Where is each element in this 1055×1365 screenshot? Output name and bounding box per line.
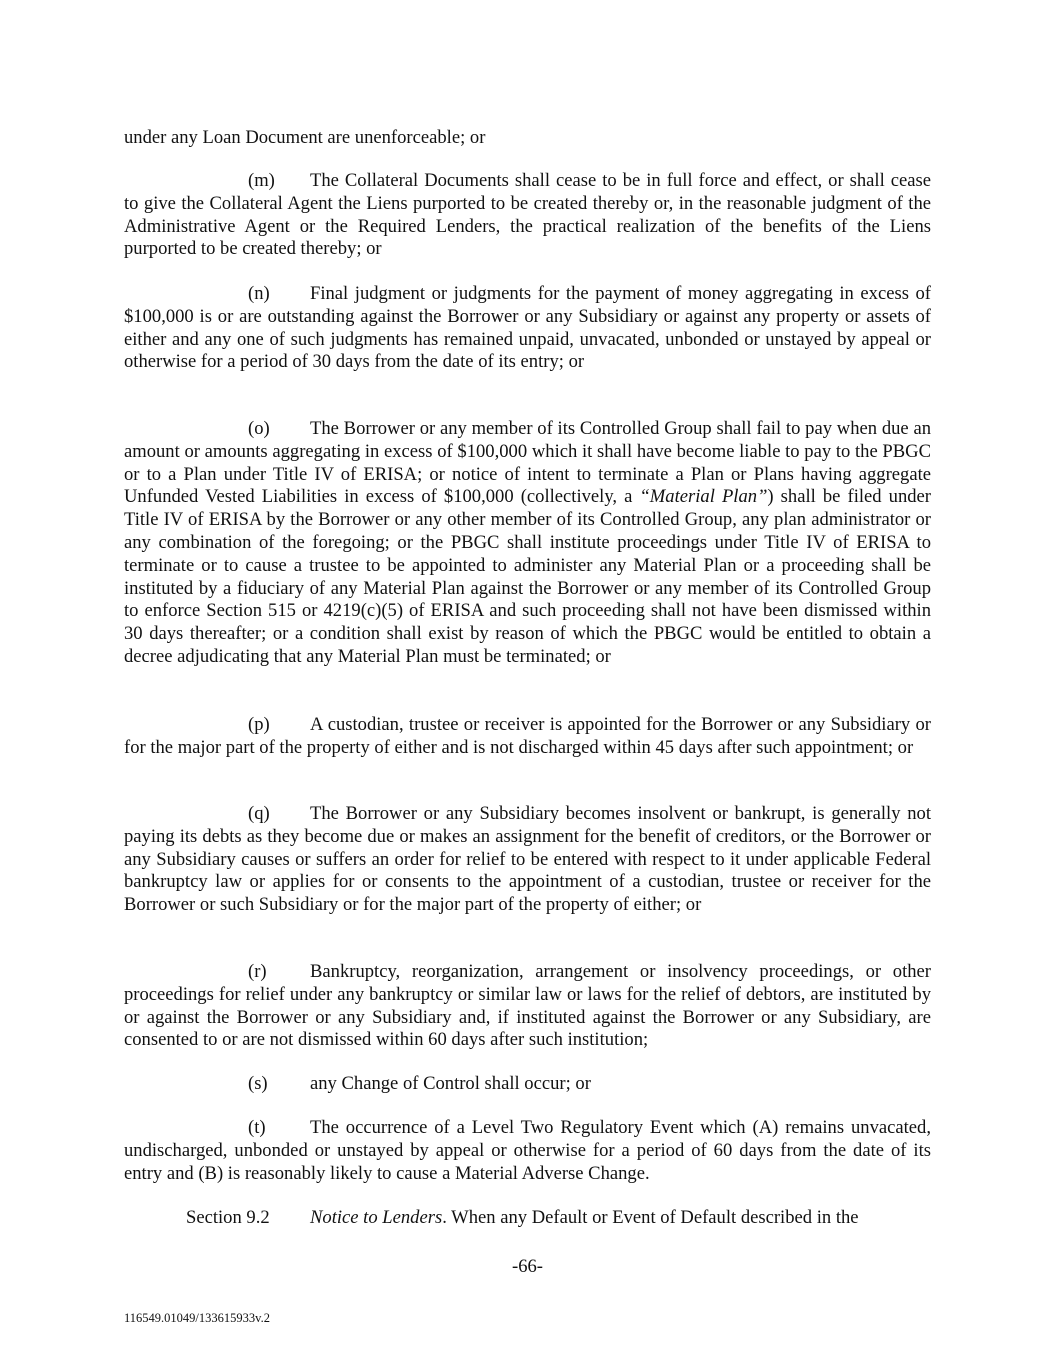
paragraph-s [124, 1073, 931, 1096]
paragraph-p [124, 714, 931, 760]
paragraph-text-end: ) shall be filed under Title IV of ERISA by the Borrower or any other member of its Controlled Group, any plan administrator or any combination of the foregoing; or the PBGC shall institute proceedings under Title IV of ERISA to terminate or to cause a trustee to be appointed to administer any Material Plan or a proceeding shall be instituted by a fiduciary of any Material Plan against the Borrower or any member of its Controlled Group to enforce Section 515 or 4219(c)(5) of ERISA and such proceeding shall not have been dismissed within 30 days thereafter; or a condition shall exist by reason of which the PBGC would be entitled to obtain a decree adjudicating that any Material Plan must be terminated; or [124, 486, 931, 667]
paragraph-text-start: The Borrower or any member of its Controlled Group shall fail to pay when due an amount or amounts aggregating in excess of $100,000 which it shall have become liable to pay to the PBGC or to a Plan under Title IV of ERISA; or notice of intent to terminate a Plan or Plans having aggregate Unfunded Vested Liabilities in excess of $100,000 (collectively, a [124, 418, 931, 508]
paragraph-label: (p) [248, 714, 270, 735]
section-heading: Notice to Lenders [310, 1207, 443, 1228]
paragraph-label: (m) [248, 170, 275, 191]
paragraph-text: Bankruptcy, reorganization, arrangement or insolvency proceedings, or other proceedings for relief under any bankruptcy or similar law or laws for the relief of debtors, are instituted by or against the Borrower or any Subsidiary and, if instituted against the Borrower or any Subsidiary, are consented to or are not dismissed within 60 days after such institution; [124, 961, 931, 1051]
paragraph-o [124, 418, 931, 669]
paragraph-text: The Borrower or any Subsidiary becomes insolvent or bankrupt, is generally not paying its debts as they become due or makes an assignment for the benefit of creditors, or the Borrower or any Subsidiary causes or suffers an order for relief to be entered with respect to it under applicable Federal bankruptcy law or applies for or consents to the appointment of a custodian, trustee or receiver for the Borrower or such Subsidiary or for the major part of the property of either; or [124, 803, 931, 916]
section-9-2 [124, 1207, 931, 1230]
paragraph-text: any Change of Control shall occur; or [310, 1073, 591, 1094]
paragraph-label: (t) [248, 1117, 266, 1138]
paragraph-n [124, 283, 931, 374]
page-number: -66- [512, 1256, 543, 1277]
paragraph-text: Final judgment or judgments for the payment of money aggregating in excess of $100,000 is or are outstanding against the Borrower or any Subsidiary or against any property or assets of either and any one of such judgments has remained unpaid, unvacated, unbonded or unstayed by appeal or otherwise for a period of 30 days from the date of its entry; or [124, 283, 931, 373]
paragraph-label: (o) [248, 418, 270, 439]
paragraph-t [124, 1117, 931, 1185]
continuation-line: under any Loan Document are unenforceable; or [124, 127, 486, 148]
paragraph-text: The occurrence of a Level Two Regulatory Event which (A) remains unvacated, undischarged, unbonded or unstayed by appeal or otherwise for a period of 60 days from the date of its entry and (B) is reasonably likely to cause a Material Adverse Change. [124, 1117, 931, 1184]
document-id: 116549.01049/133615933v.2 [124, 1311, 270, 1325]
defined-term-material-plan: “Material Plan” [639, 486, 768, 508]
paragraph-q [124, 803, 931, 917]
paragraph-label: (r) [248, 961, 267, 982]
paragraph-label: (s) [248, 1073, 268, 1094]
paragraph-m [124, 170, 931, 261]
section-number: Section 9.2 [186, 1207, 270, 1228]
section-text: . When any Default or Event of Default described in the [442, 1207, 859, 1228]
paragraph-r [124, 961, 931, 1052]
paragraph-text: A custodian, trustee or receiver is appointed for the Borrower or any Subsidiary or for the major part of the property of either and is not discharged within 45 days after such appointment; or [124, 714, 931, 758]
paragraph-label: (q) [248, 803, 270, 824]
paragraph-label: (n) [248, 283, 270, 304]
paragraph-text: The Collateral Documents shall cease to be in full force and effect, or shall cease to give the Collateral Agent the Liens purported to be created thereby or, in the reasonable judgment of the Administrative Agent or the Required Lenders, the practical realization of the benefits of the Liens purported to be created thereby; or [124, 170, 931, 260]
